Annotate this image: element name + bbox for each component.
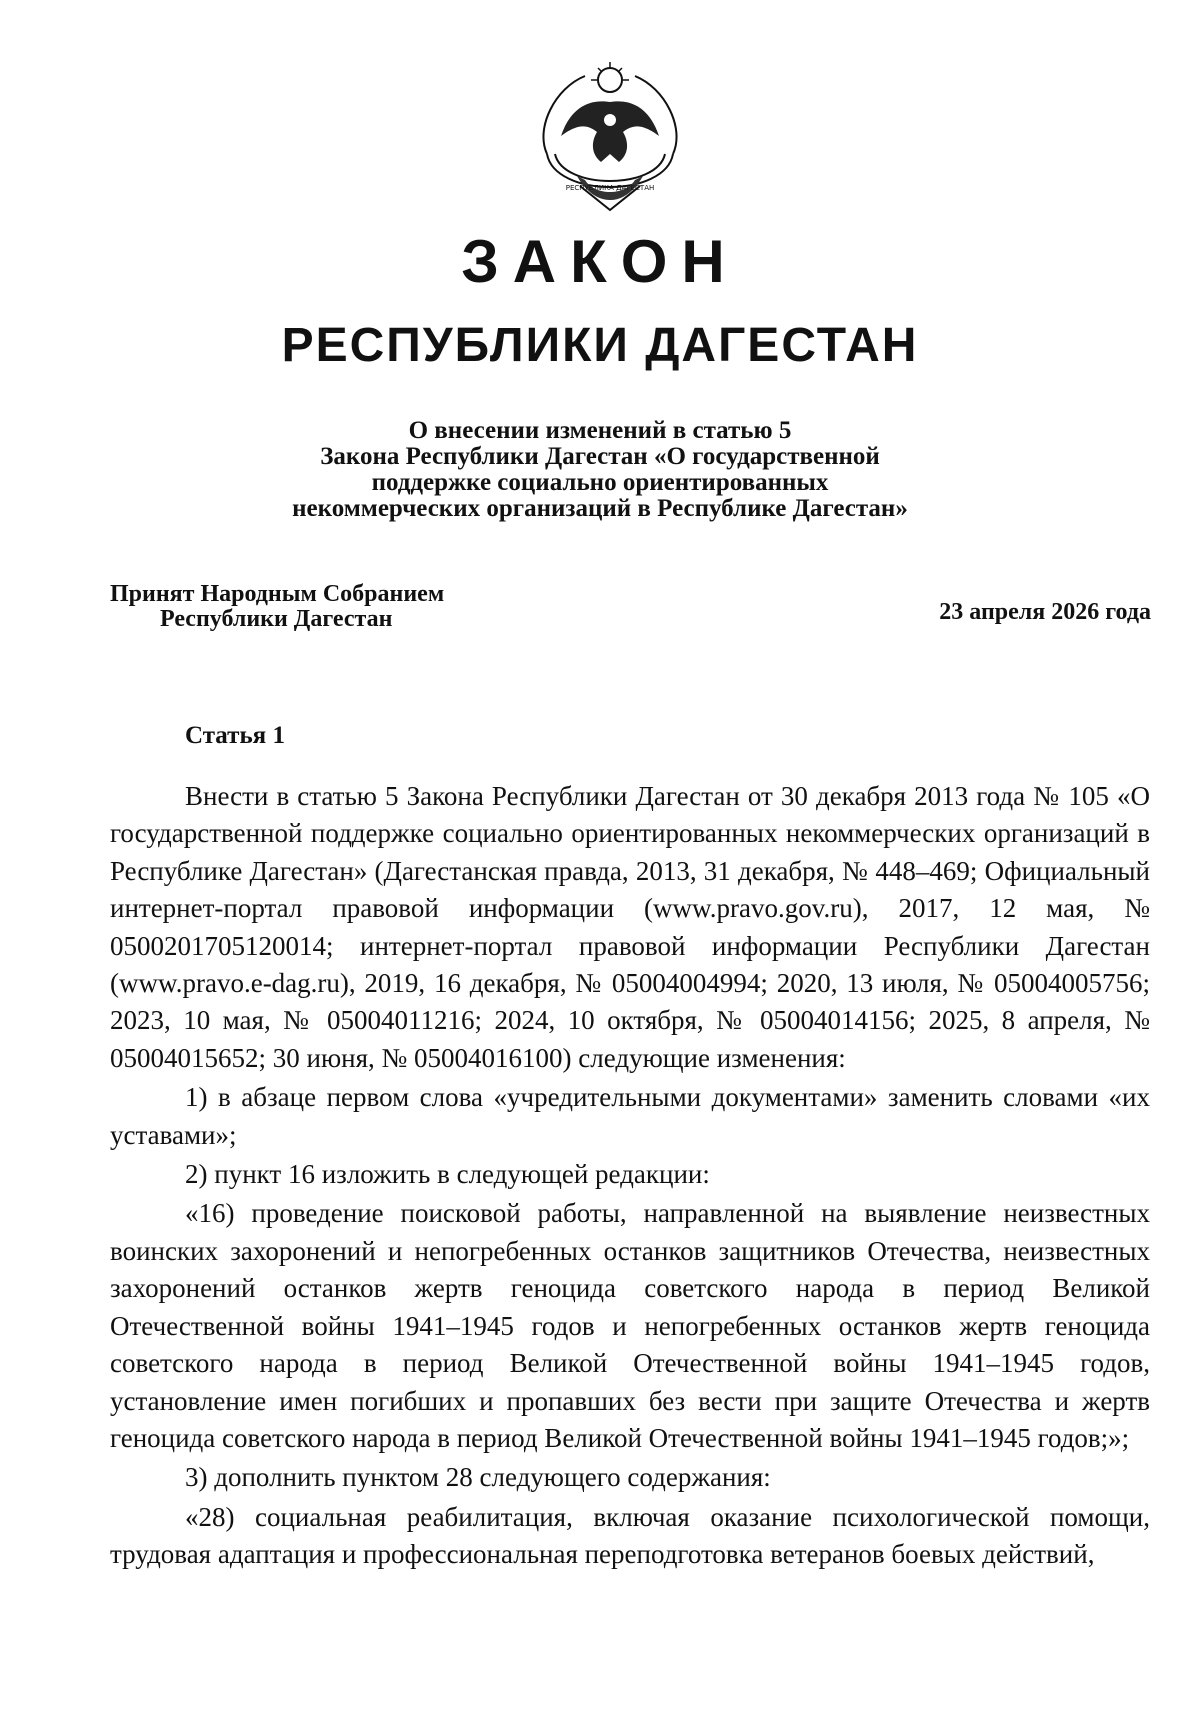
article-paragraph: 1) в абзаце первом слова «учредительными документами» заменить словами «их уставами»; bbox=[110, 1082, 1150, 1150]
subtitle-line: некоммерческих организаций в Республике Дагестан» bbox=[292, 495, 908, 522]
adoption-date: 23 апреля 2026 года bbox=[939, 599, 1151, 625]
article-body bbox=[110, 778, 1150, 1574]
article-paragraph: 3) дополнить пунктом 28 следующего содержания: bbox=[185, 1462, 771, 1493]
article-paragraph: Внести в статью 5 Закона Республики Дагестан от 30 декабря 2013 года № 105 «О государственной поддержке социально ориентированных некоммерческих организаций в Республике Дагестан» (Дагестанская правда, 2013, 31 декабря, № 448–469; Официальный интернет-портал правовой информации (www.pravo.gov.ru), 2017, 12 мая, № 0500201705120014; интернет-портал правовой информации Республики Дагестан (www.pravo.e-dag.ru), 2019, 16 декабря, № 05004004994; 2020, 13 июля, № 05004005756; 2023, 10 мая, № 05004011216; 2024, 10 октября, № 05004014156; 2025, 8 апреля, № 05004015652; 30 июня, № 05004016100) следующие изменения: bbox=[110, 781, 1150, 1073]
article-paragraph: «16) проведение поисковой работы, направленной на выявление неизвестных воинских захоронений и непогребенных останков защитников Отечества, неизвестных захоронений останков жертв геноцида советского народа в период Великой Отечественной войны 1941–1945 годов и непогребенных останков жертв геноцида советского народа в период Великой Отечественной войны 1941–1945 годов, установление имен погибших и пропавших без вести при защите Отечества и жертв геноцида советского народа в период Великой Отечественной войны 1941–1945 годов;»; bbox=[110, 1198, 1150, 1453]
subtitle-line: поддержке социально ориентированных bbox=[371, 469, 829, 496]
emblem-caption: РЕСПУБЛИКА ДАГЕСТАН bbox=[565, 184, 655, 192]
subtitle-line: О внесении изменений в статью 5 bbox=[408, 417, 792, 444]
adoption-line-1: Принят Народным Собранием bbox=[110, 581, 445, 607]
article-heading: Статья 1 bbox=[185, 722, 285, 749]
article-paragraph: 2) пункт 16 изложить в следующей редакции: bbox=[185, 1159, 710, 1190]
subtitle-line: Закона Республики Дагестан «О государственной bbox=[320, 443, 880, 470]
article-paragraph: «28) социальная реабилитация, включая оказание психологической помощи, трудовая адаптация и профессиональная переподготовка ветеранов боевых действий, bbox=[110, 1501, 1150, 1570]
coat-of-arms-emblem bbox=[525, 58, 695, 216]
law-subtitle bbox=[150, 418, 1050, 522]
adoption-note bbox=[110, 582, 444, 632]
republic-title: РЕСПУБЛИКИ ДАГЕСТАН bbox=[281, 319, 919, 372]
adoption-line-2: Республики Дагестан bbox=[160, 606, 393, 632]
law-title: ЗАКОН bbox=[461, 228, 739, 295]
